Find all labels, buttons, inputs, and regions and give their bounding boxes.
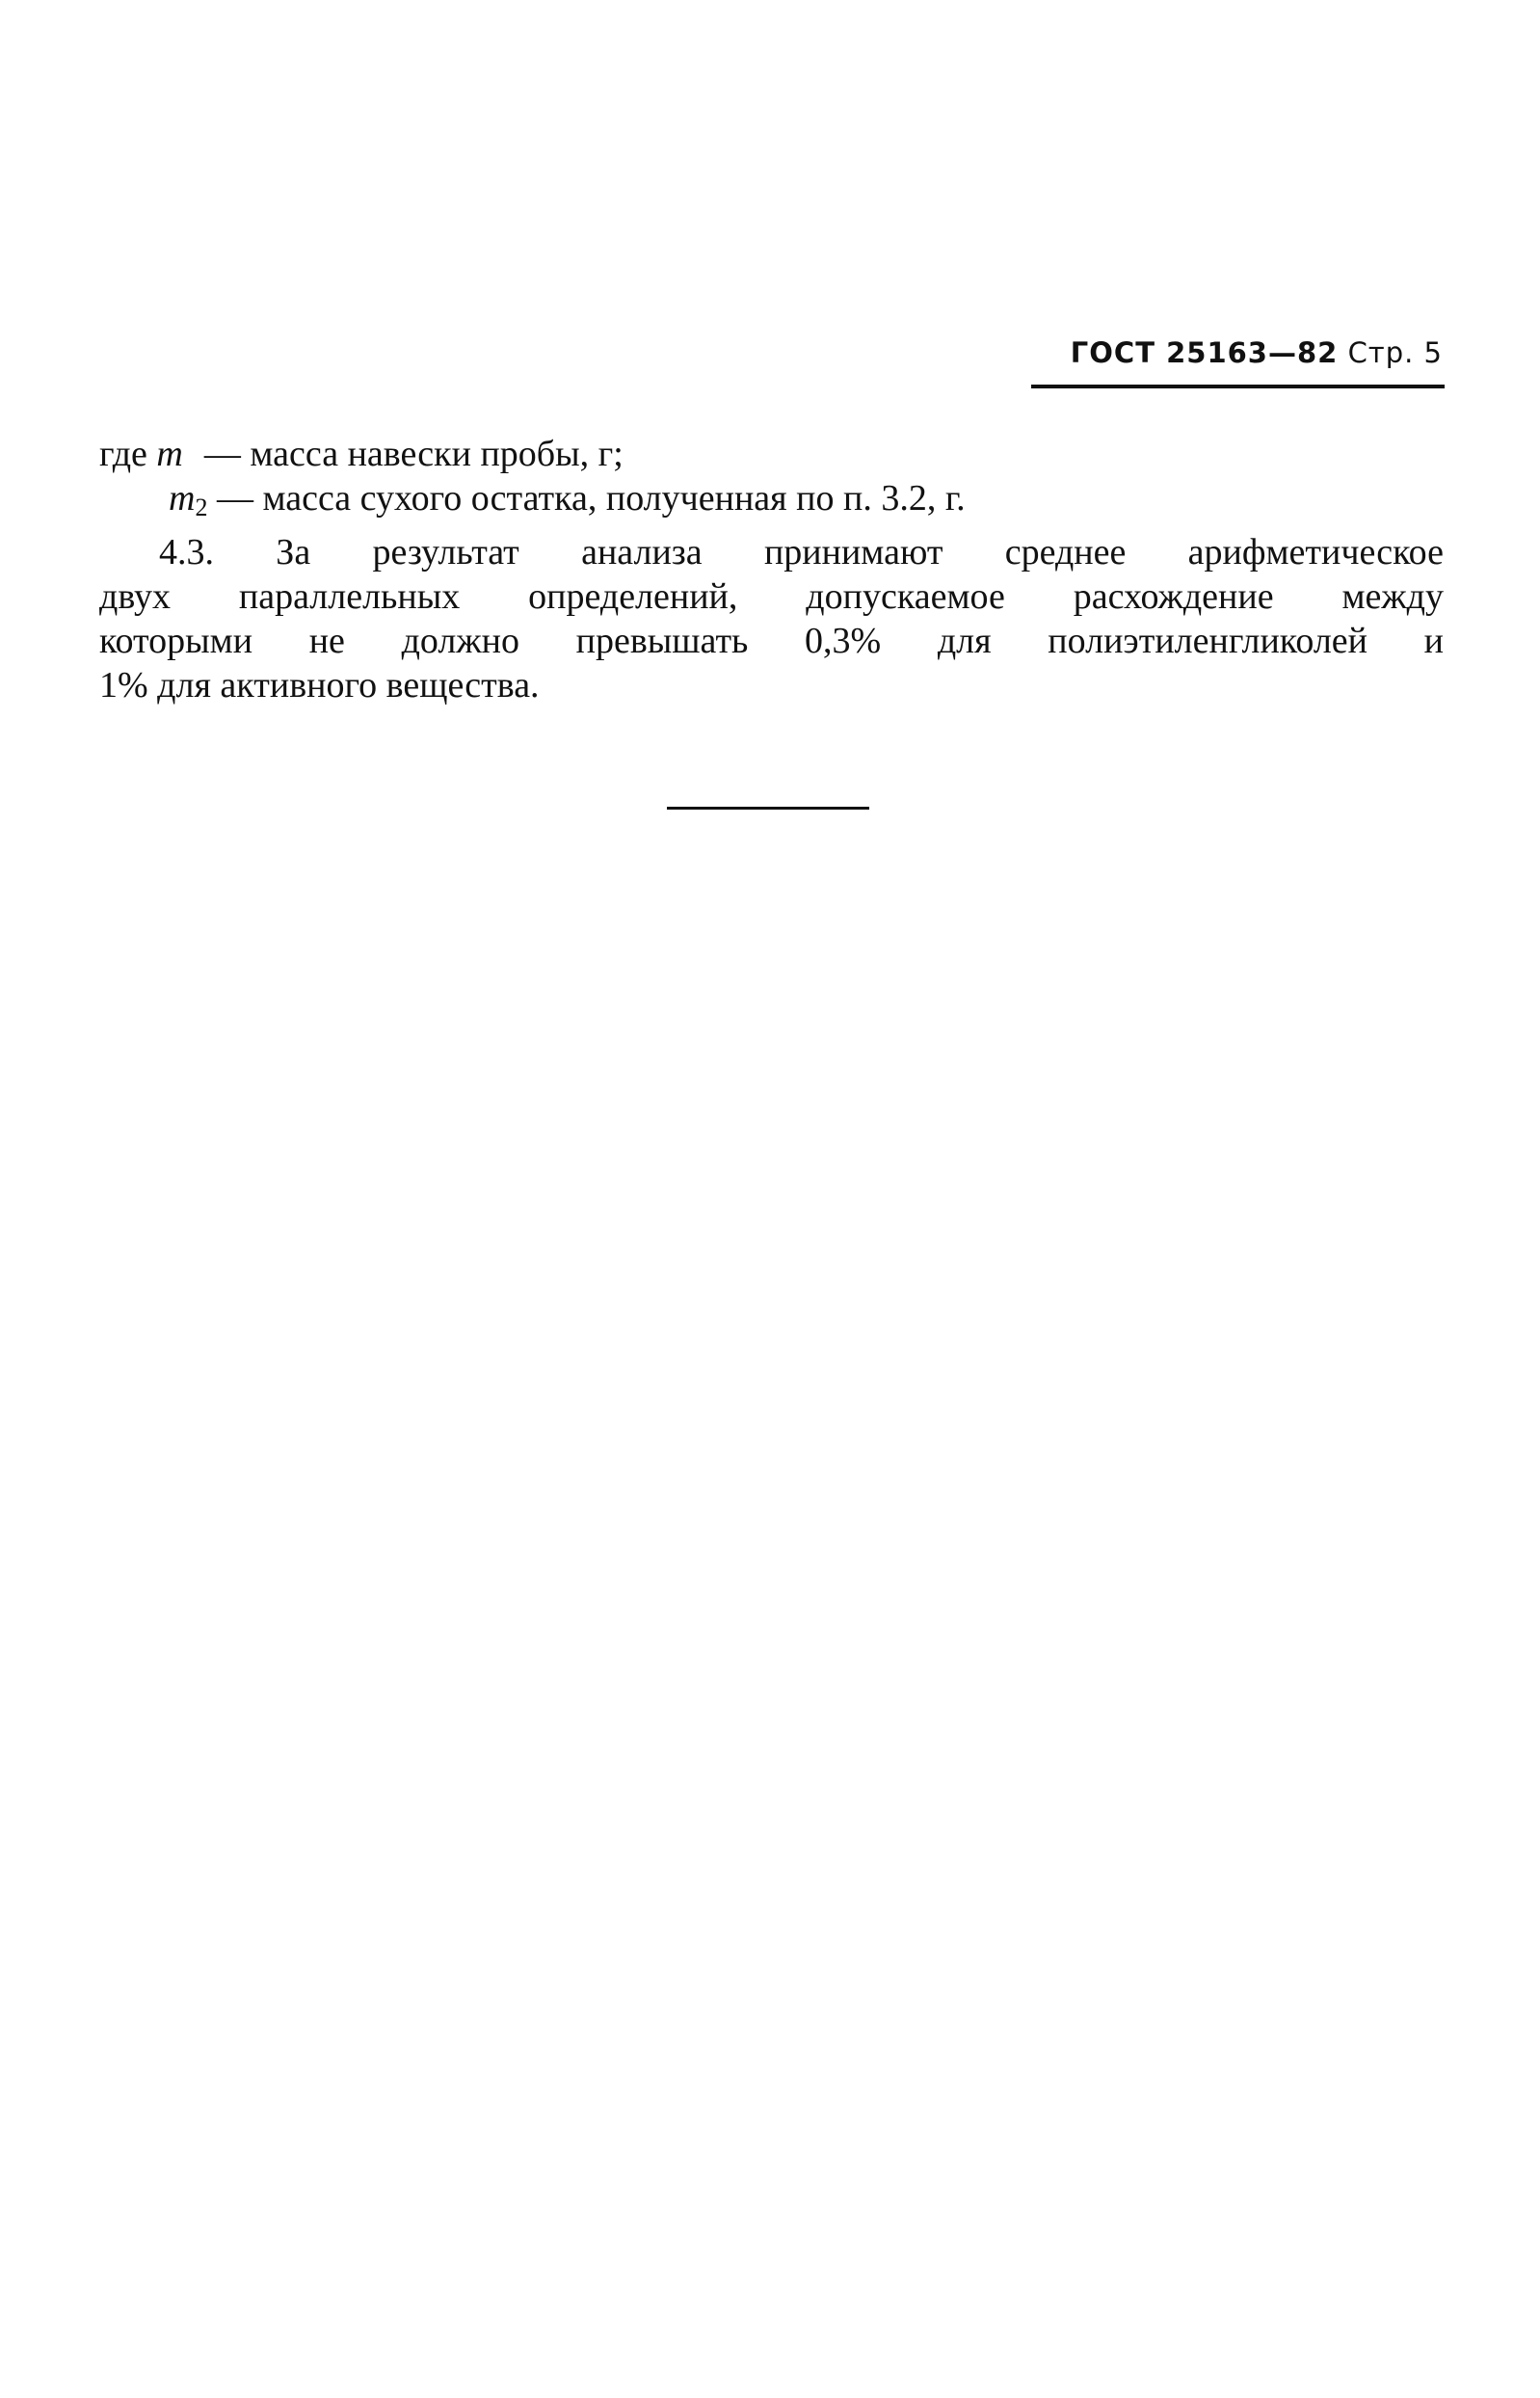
paragraph-line-4: 1% для активного вещества. <box>99 665 540 706</box>
paragraph-line-3: которыми не должно превышать 0,3% для полиэтиленгликолей и <box>99 621 1444 661</box>
definition-m2 <box>99 476 1444 530</box>
paragraph-line-2: двух параллельных определений, допускаемое расхождение между <box>99 576 1444 617</box>
document-body <box>99 432 1444 707</box>
variable-m2: $m_2$ <box>169 478 208 521</box>
standard-number: ГОСТ 25163—82 <box>1070 336 1339 369</box>
definition-m2-text: — масса сухого остатка, полученная по п. 3.2, г. <box>216 478 966 519</box>
running-header <box>1071 333 1443 372</box>
where-word: где <box>99 434 147 474</box>
definition-m-text: — масса навески пробы, г; <box>203 434 624 474</box>
definition-m <box>99 432 1444 476</box>
variable-m: m <box>156 434 183 474</box>
header-rule <box>1031 385 1445 388</box>
end-rule <box>667 807 869 810</box>
paragraph-line-1: 4.3. За результат анализа принимают среднее арифметическое <box>159 532 1444 573</box>
page-number: Стр. 5 <box>1347 336 1443 369</box>
